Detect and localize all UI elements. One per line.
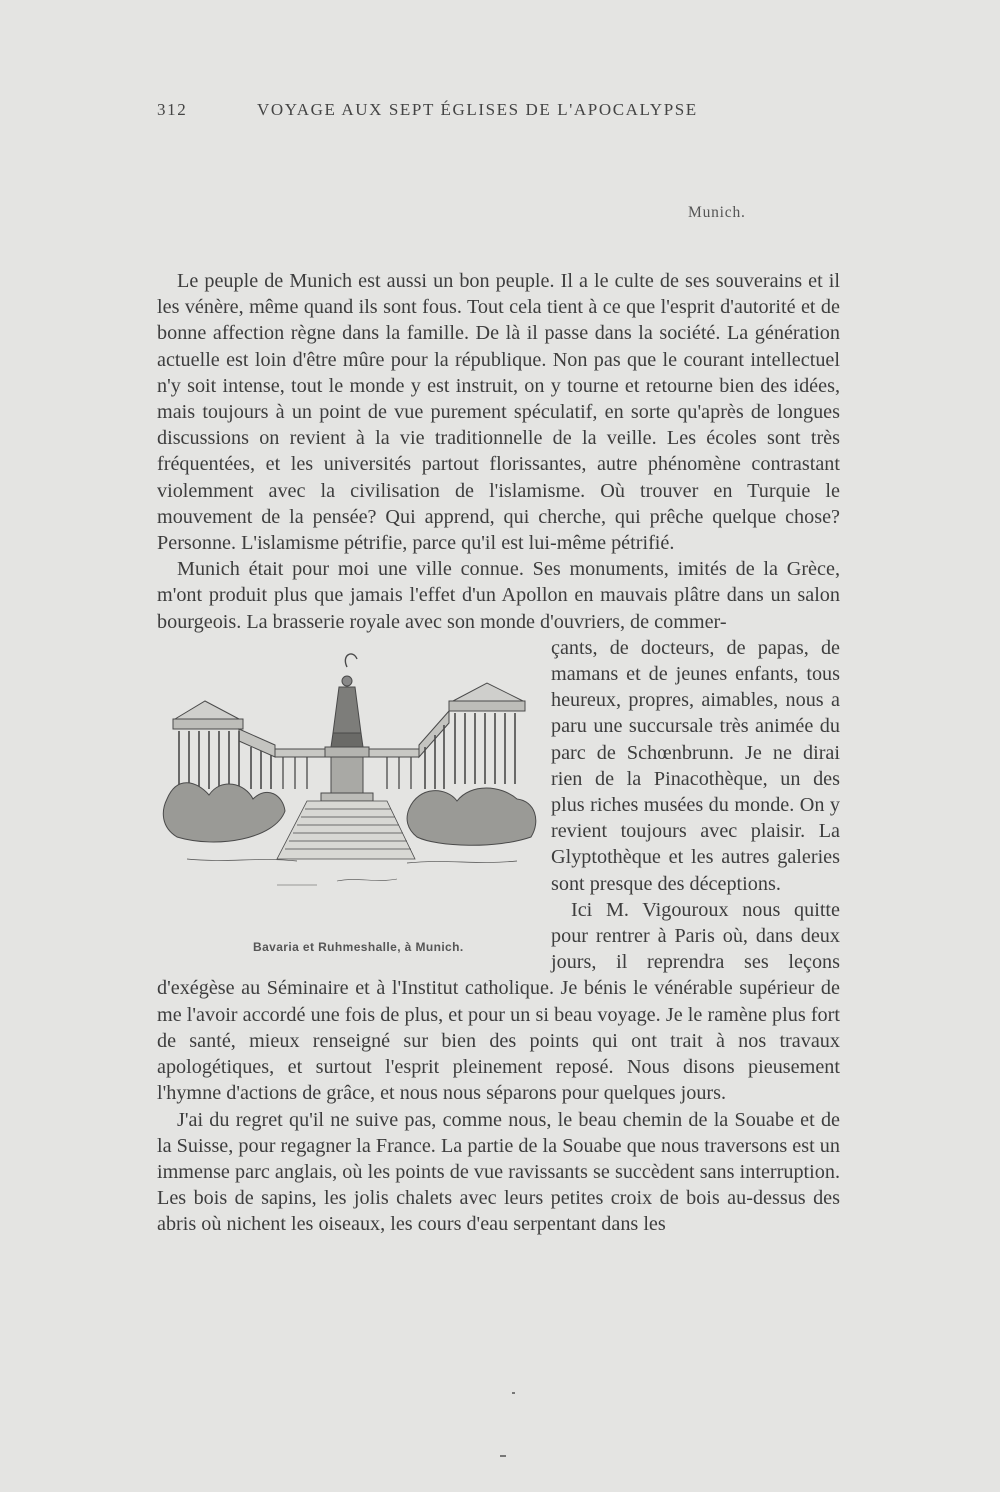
page-speck bbox=[512, 1392, 515, 1394]
paragraph: J'ai du regret qu'il ne suive pas, comme nous, le beau chemin de la Souabe et de la Suisse, pour regagner la France. La partie de la Souabe que nous traversons est un immense parc anglais, où les points de vue ravissants se succèdent sans interruption. Les bois de sapins, les jolis chalets avec leurs petites croix de bois au-dessus des abris où nichent les oiseaux, les cours d'eau serpentant dans les bbox=[157, 1108, 840, 1236]
figure-caption: Bavaria et Ruhmeshalle, à Munich. bbox=[253, 939, 464, 954]
running-title: VOYAGE AUX SEPT ÉGLISES DE L'APOCALYPSE bbox=[257, 100, 698, 119]
page-speck bbox=[500, 1455, 506, 1457]
paragraph: Le peuple de Munich est aussi un bon peuple. Il a le culte de ses souverains et il les vénère, même quand ils sont fous. Tout cela tient à ce que l'esprit d'autorité et de bonne affection règne dans la famille. De là il passe dans la société. La génération actuelle est loin d'être mûre pour la république. Non pas que le courant intellectuel n'y soit intense, tout le monde y est instruit, on y tourne et retourne bien des idées, mais toujours à un point de vue purement spéculatif, en sorte qu'après de longues discussions on revient à la vie traditionnelle de la veille. Les écoles sont très fréquentées, et les universités partout florissantes, autre phénomène contrastant violemment avec la civilisation de l'islamisme. Où trouver en Turquie le mouvement de la pensée? Qui apprend, qui cherche, qui prêche quelque chose? Personne. L'islamisme pétrifie, parce qu'il est lui-même pétrifié. bbox=[157, 270, 840, 555]
location-label: Munich. bbox=[688, 204, 746, 221]
page-number: 312 bbox=[157, 100, 188, 119]
body-text bbox=[157, 268, 840, 1238]
paragraph: Ici M. Vigouroux nous quitte pour rentrer à Paris où, dans deux jours, il reprendra ses leçons d'exégèse au Séminaire et à l'Institut catholique. Je bénis le vénérable supérieur de me l'avoir accordé une fois de plus, et pour un si beau voyage. Je le ramène plus fort de santé, mieux renseigné sur bien des points qui ont trait à nos travaux apologétiques, et surtout l'esprit pleinement reposé. Nous disons pieusement l'hymne d'actions de grâce, et nous nous séparons pour quelques jours. bbox=[157, 898, 840, 1105]
paragraph bbox=[157, 635, 840, 954]
bavaria-ruhmeshalle-engraving bbox=[157, 649, 545, 929]
figure-illustration bbox=[157, 635, 545, 961]
paragraph-text: çants, de docteurs, de papas, de mamans et de jeunes enfants, tous heureux, propres, aimables, nous a paru une succursale très animée du parc de Schœnbrunn. Je ne dirai rien de la Pinacothèque, un des plus riches musées du monde. On y revient toujours avec plaisir. La Glyptothèque et les autres galeries sont presque des déceptions. bbox=[551, 636, 840, 895]
paragraph: Munich était pour moi une ville connue. Ses monuments, imités de la Grèce, m'ont produit plus que jamais l'effet d'un Apollon en mauvais plâtre dans un salon bourgeois. La brasserie royale avec son monde d'ouvriers, de commer- bbox=[157, 558, 840, 633]
